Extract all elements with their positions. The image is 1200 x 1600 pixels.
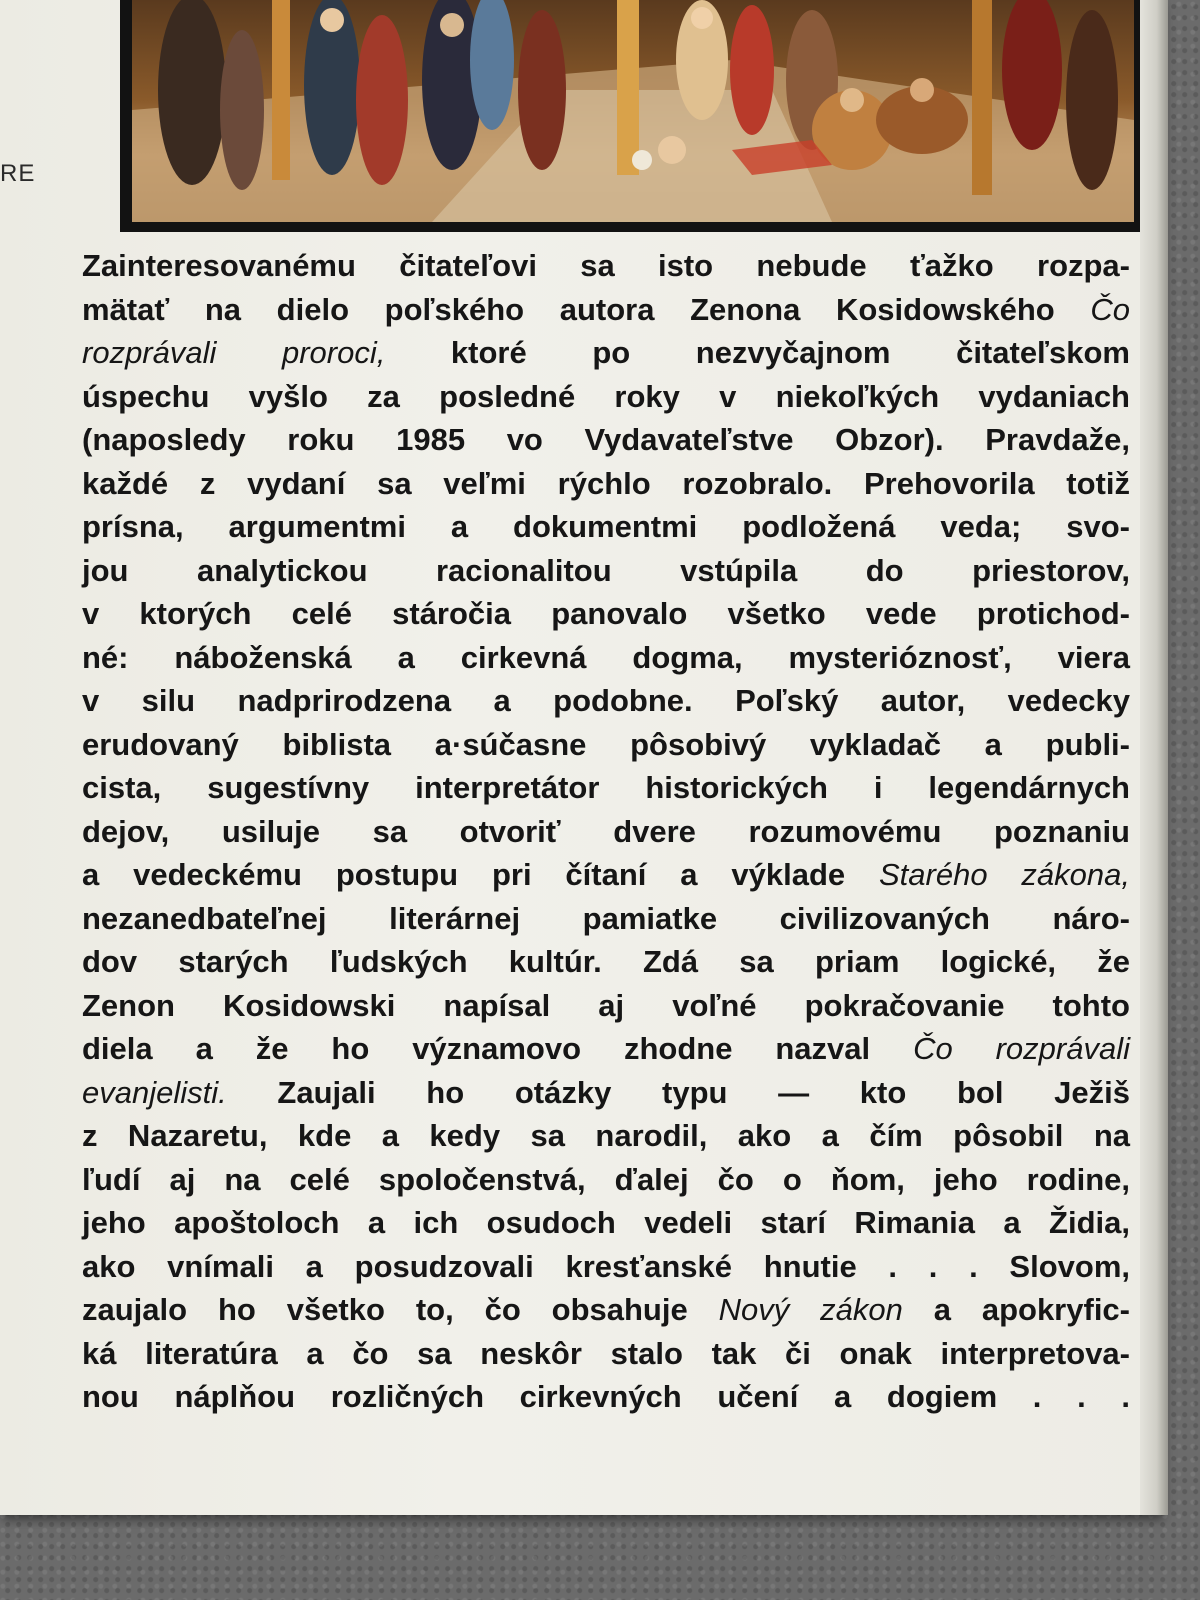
- blurb-text-segment: ktoré po nezvyčajnom čitateľskom: [385, 335, 1130, 370]
- blurb-line: [82, 1288, 1130, 1332]
- blurb-line: [82, 1201, 1130, 1245]
- blurb-line: [82, 853, 1130, 897]
- blurb-line: [82, 592, 1130, 636]
- blurb-line: [82, 940, 1130, 984]
- blurb-italic-title: evanjelisti.: [82, 1074, 227, 1110]
- blurb-text-segment: dov starých ľudských kultúr. Zdá sa priam logické, že: [82, 944, 1130, 979]
- cover-painting-icon: [132, 0, 1134, 222]
- blurb-text-segment: a apokryfic-: [902, 1292, 1130, 1327]
- blurb-line: [82, 1158, 1130, 1202]
- blurb-line: [82, 244, 1130, 288]
- blurb-text-segment: ako vnímali a posudzovali kresťanské hnutie . . . Slovom,: [82, 1248, 1130, 1284]
- blurb-text-segment: (naposledy roku 1985 vo Vydavateľstve Obzor). Pravdaže,: [82, 422, 1130, 457]
- blurb-text-segment: jeho apoštoloch a ich osudoch vedeli starí Rimania a Židia,: [82, 1205, 1130, 1240]
- blurb-text-segment: ľudí aj na celé spoločenstvá, ďalej čo o ňom, jeho rodine,: [82, 1161, 1130, 1197]
- blurb-line: [82, 1027, 1130, 1071]
- painting-illustration: [132, 0, 1134, 222]
- blurb-line: [82, 1375, 1130, 1419]
- page-edge: [1140, 0, 1168, 1515]
- blurb-text-segment: úspechu vyšlo za posledné roky v niekoľkých vydaniach: [82, 378, 1130, 414]
- spine-text-fragment: RE: [0, 160, 36, 187]
- blurb-line: [82, 897, 1130, 941]
- blurb-text-segment: prísna, argumentmi a dokumentmi podložená veda; svo-: [82, 509, 1130, 544]
- blurb-line: [82, 766, 1130, 810]
- blurb-text-segment: erudovaný biblista a·súčasne pôsobivý vykladač a publi-: [82, 726, 1130, 762]
- blurb-line: [82, 1245, 1130, 1289]
- blurb-text-segment: nezanedbateľnej literárnej pamiatke civilizovaných náro-: [82, 900, 1130, 936]
- blurb-line: [82, 984, 1130, 1028]
- blurb-text-segment: v ktorých celé stáročia panovalo všetko vede protichod-: [82, 596, 1130, 631]
- blurb-text-segment: ká literatúra a čo sa neskôr stalo tak či onak interpretova-: [82, 1335, 1130, 1371]
- blurb-text-segment: cista, sugestívny interpretátor historických i legendárnych: [82, 770, 1130, 805]
- blurb-text-segment: zaujalo ho všetko to, čo obsahuje: [82, 1292, 719, 1327]
- blurb-text-segment: každé z vydaní sa veľmi rýchlo rozobralo. Prehovorila totiž: [82, 465, 1130, 501]
- blurb-text: [82, 244, 1130, 1419]
- blurb-line: [82, 549, 1130, 593]
- blurb-italic-title: Čo: [1090, 291, 1130, 327]
- blurb-line: [82, 288, 1130, 332]
- blurb-text-segment: v silu nadprirodzena a podobne. Poľský autor, vedecky: [82, 683, 1130, 718]
- blurb-line: [82, 505, 1130, 549]
- blurb-line: [82, 810, 1130, 854]
- blurb-line: [82, 331, 1130, 375]
- blurb-text-segment: dejov, usiluje sa otvoriť dvere rozumovému poznaniu: [82, 813, 1130, 849]
- blurb-text-segment: né: náboženská a cirkevná dogma, mysterióznosť, viera: [82, 639, 1130, 675]
- blurb-text-segment: z Nazaretu, kde a kedy sa narodil, ako a čím pôsobil na: [82, 1118, 1130, 1153]
- blurb-line: [82, 1071, 1130, 1115]
- blurb-line: [82, 636, 1130, 680]
- blurb-text-segment: diela a že ho významovo zhodne nazval: [82, 1031, 914, 1066]
- blurb-text-segment: nou náplňou rozličných cirkevných učení a dogiem . . .: [82, 1379, 1130, 1414]
- blurb-italic-title: rozprávali proroci,: [82, 335, 386, 370]
- blurb-line: [82, 679, 1130, 723]
- blurb-text-segment: mätať na dielo poľského autora Zenona Kosidowského: [82, 291, 1091, 327]
- blurb-italic-title: Nový zákon: [718, 1292, 903, 1327]
- blurb-text-segment: Zenon Kosidowski napísal aj voľné pokračovanie tohto: [82, 987, 1130, 1023]
- blurb-line: [82, 1332, 1130, 1376]
- blurb-text-segment: jou analytickou racionalitou vstúpila do priestorov,: [82, 552, 1130, 588]
- blurb-line: [82, 375, 1130, 419]
- blurb-italic-title: Starého zákona,: [878, 857, 1130, 892]
- blurb-text-segment: a vedeckému postupu pri čítaní a výklade: [82, 857, 879, 892]
- blurb-line: [82, 1114, 1130, 1158]
- blurb-line: [82, 723, 1130, 767]
- blurb-line: [82, 462, 1130, 506]
- blurb-line: [82, 418, 1130, 462]
- blurb-text-segment: Zainteresovanému čitateľovi sa isto nebude ťažko rozpa-: [82, 248, 1130, 283]
- blurb-text-segment: Zaujali ho otázky typu — kto bol Ježiš: [226, 1074, 1130, 1110]
- blurb-italic-title: Čo rozprávali: [913, 1031, 1130, 1066]
